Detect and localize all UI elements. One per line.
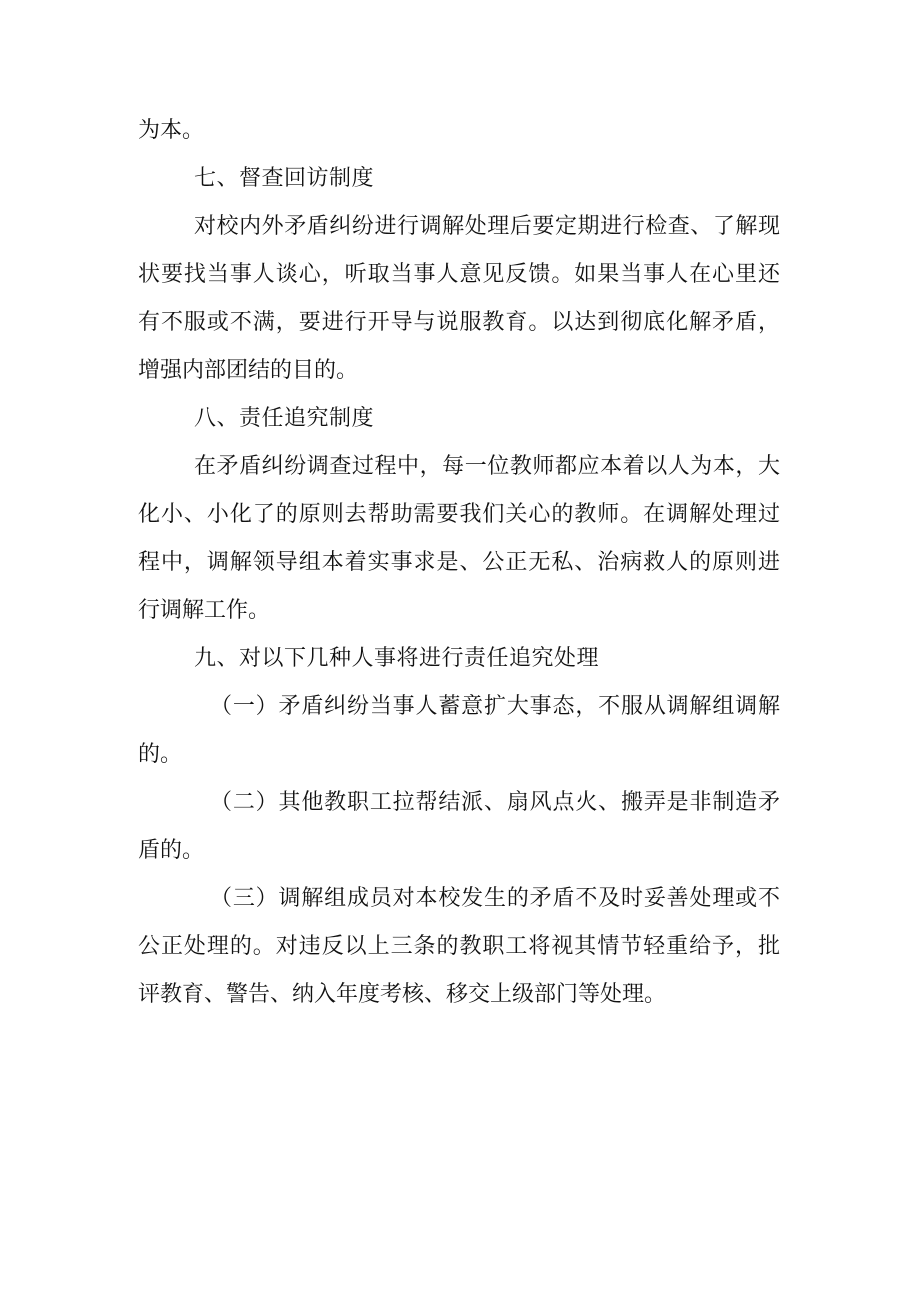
list-item-1-continuation: 的。 [138, 742, 183, 767]
paragraph-line: 在矛盾纠纷调查过程中，每一位教师都应本着以人为本，大 [194, 454, 780, 479]
section-heading-7: 七、督查回访制度 [194, 166, 375, 191]
paragraph-line: 程中，调解领导组本着实事求是、公正无私、治病救人的原则进 [138, 550, 780, 575]
paragraph-line: 状要找当事人谈心，听取当事人意见反馈。如果当事人在心里还 [138, 262, 780, 287]
paragraph-line: 为本。 [138, 118, 205, 143]
list-item-3-continuation: 公正处理的。对违反以上三条的教职工将视其情节轻重给予，批 [138, 934, 780, 959]
list-item-1: （一）矛盾纠纷当事人蓄意扩大事态，不服从调解组调解 [210, 694, 780, 719]
list-item-3-continuation: 评教育、警告、纳入年度考核、移交上级部门等处理。 [138, 982, 667, 1007]
paragraph-line: 增强内部团结的目的。 [138, 358, 359, 383]
paragraph-line: 化小、小化了的原则去帮助需要我们关心的教师。在调解处理过 [138, 502, 780, 527]
section-heading-8: 八、责任追究制度 [194, 406, 375, 431]
paragraph-line: 行调解工作。 [138, 598, 271, 623]
list-item-2-continuation: 盾的。 [138, 838, 205, 863]
list-item-2: （二）其他教职工拉帮结派、扇风点火、搬弄是非制造矛 [210, 790, 780, 815]
paragraph-line: 有不服或不满，要进行开导与说服教育。以达到彻底化解矛盾， [138, 310, 780, 335]
section-heading-9: 九、对以下几种人事将进行责任追究处理 [194, 646, 600, 671]
paragraph-line: 对校内外矛盾纠纷进行调解处理后要定期进行检查、了解现 [194, 214, 780, 239]
list-item-3: （三）调解组成员对本校发生的矛盾不及时妥善处理或不 [210, 886, 780, 911]
document-body [138, 107, 788, 1019]
